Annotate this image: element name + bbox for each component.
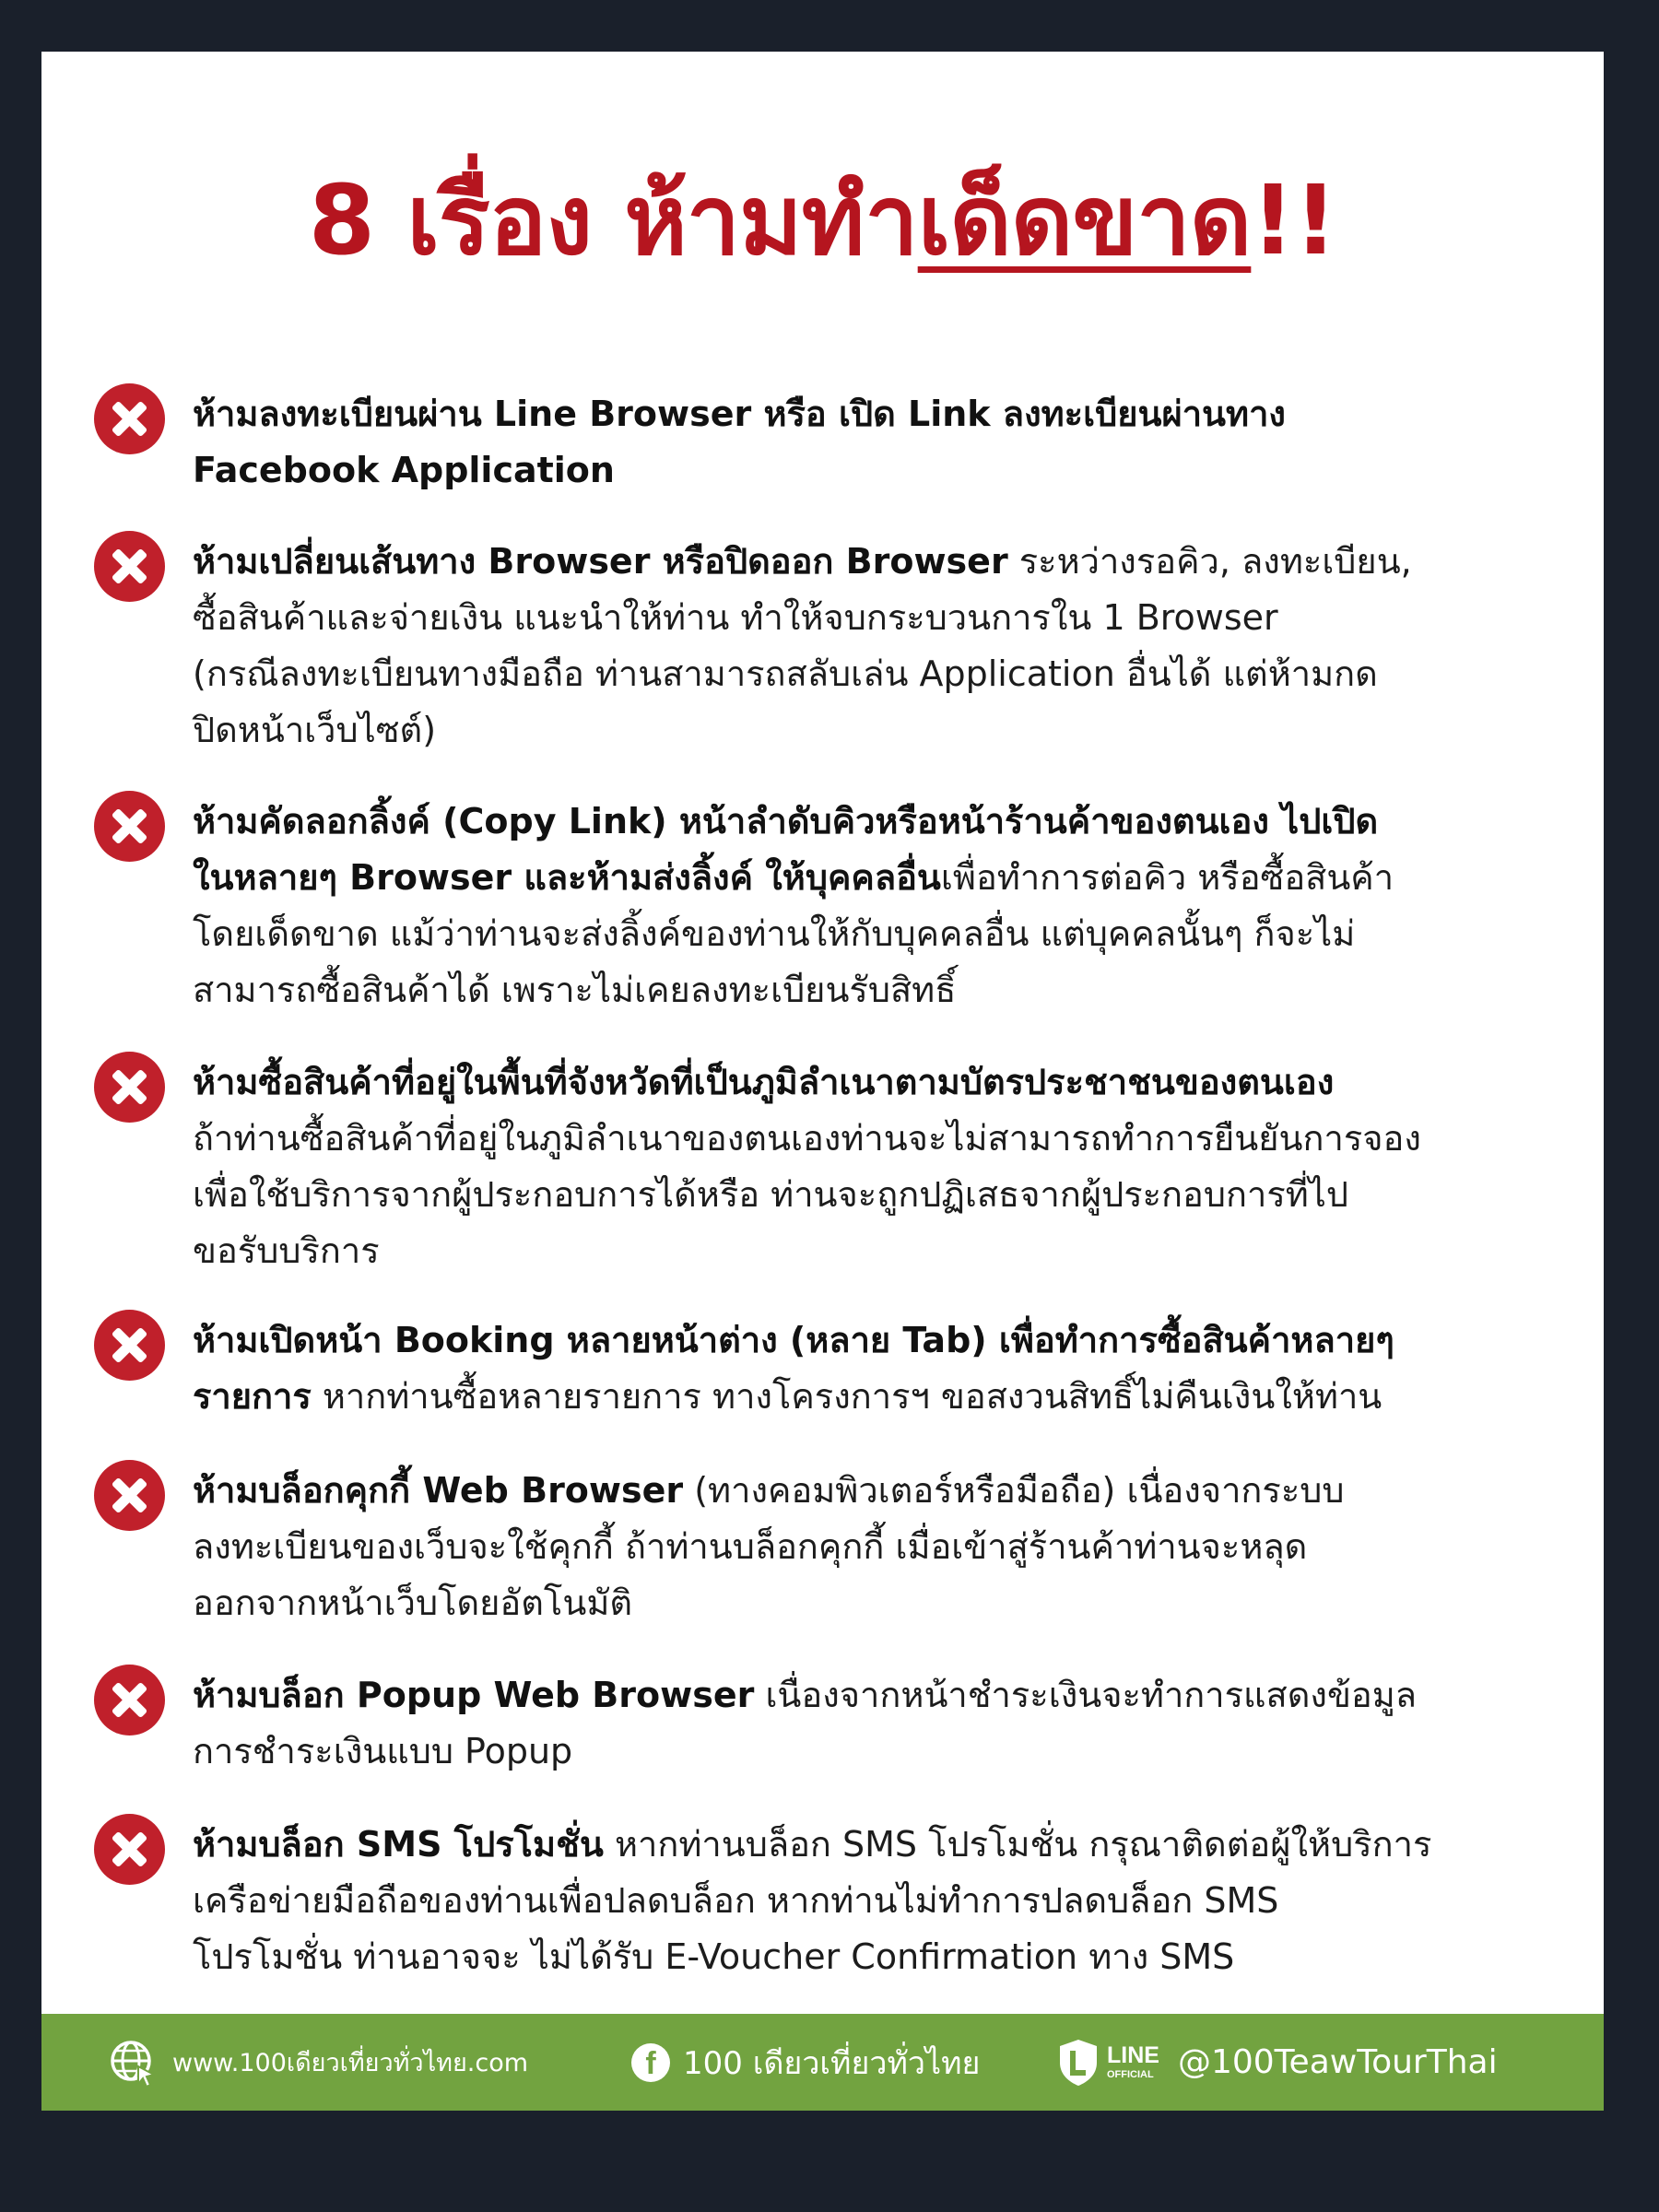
x-icon [94,1052,165,1123]
rule-line: ซื้อสินค้าและจ่ายเงิน แนะนำให้ท่าน ทำให้จบกระบวนการใน 1 Browser [193,597,1278,638]
rule-line: ห้ามลงทะเบียนผ่าน Line Browser หรือ เปิด Link ลงทะเบียนผ่านทาง [193,394,1286,434]
rule-line: โปรโมชั่น ท่านอาจจะ ไม่ได้รับ E-Voucher Confirmation ทาง SMS [193,1936,1235,1977]
facebook-icon: f [631,2043,670,2082]
rule-line: สามารถซื้อสินค้าได้ เพราะไม่เคยลงทะเบียนรับสิทธิ์ [193,970,957,1010]
rule-1 [193,386,1580,499]
x-icon [94,1460,165,1531]
footer-bar [41,2014,1604,2111]
rule-line: เพื่อใช้บริการจากผู้ประกอบการได้หรือ ท่านจะถูกปฏิเสธจากผู้ประกอบการที่ไป [193,1174,1349,1215]
rule-line: ออกจากหน้าเว็บโดยอัตโนมัติ [193,1583,633,1623]
rule-line: ห้ามคัดลอกลิ้งค์ (Copy Link) หน้าลำดับคิวหรือหน้าร้านค้าของตนเอง ไปเปิด [193,801,1379,841]
rule-5 [193,1312,1580,1425]
rule-line: ห้ามบล็อกคุกกี้ Web Browser (ทางคอมพิวเตอร์หรือมือถือ) เนื่องจากระบบ [193,1470,1345,1511]
rule-6 [193,1463,1580,1631]
rule-line: ห้ามบล็อก SMS โปรโมชั่น หากท่านบล็อก SMS โปรโมชั่น กรุณาติดต่อผู้ให้บริการ [193,1824,1432,1865]
rule-line: การชำระเงินแบบ Popup [193,1731,573,1771]
footer-line[interactable] [1057,2014,1498,2111]
rule-line: ลงทะเบียนของเว็บจะใช้คุกกี้ ถ้าท่านบล็อกคุกกี้ เมื่อเข้าสู่ร้านค้าท่านจะหลุด [193,1526,1308,1567]
rule-line: ปิดหน้าเว็บไซต์) [193,710,437,750]
rule-line: ถ้าท่านซื้อสินค้าที่อยู่ในภูมิลำเนาของตนเองท่านจะไม่สามารถทำการยืนยันการจอง [193,1118,1421,1159]
title-underlined-text: เด็ดขาด [917,164,1252,276]
rule-line: เครือข่ายมือถือของท่านเพื่อปลดบล็อก หากท่านไม่ทำการปลดบล็อก SMS [193,1880,1279,1921]
rule-line: ห้ามซื้อสินค้าที่อยู่ในพื้นที่จังหวัดที่เป็นภูมิลำเนาตามบัตรประชาชนของตนเอง [193,1062,1335,1102]
title-text: 8 เรื่อง ห้ามทำ [308,164,918,276]
line-id-label: @100TeawTourThai [1177,2043,1498,2081]
x-icon [94,1814,165,1885]
x-icon [94,791,165,862]
rule-line: ห้ามเปิดหน้า Booking หลายหน้าต่าง (หลาย Tab) เพื่อทำการซื้อสินค้าหลายๆ [193,1320,1394,1360]
notice-card [41,52,1604,2064]
line-badge-sub: OFFICIAL [1107,2069,1154,2080]
rule-line: ขอรับบริการ [193,1230,380,1271]
x-icon [94,1310,165,1381]
x-icon [94,531,165,602]
rule-2 [193,534,1580,759]
rule-line: โดยเด็ดขาด แม้ว่าท่านจะส่งลิ้งค์ของท่านให้กับบุคคลอื่น แต่บุคคลนั้นๆ ก็จะไม่ [193,913,1356,954]
page-title [41,151,1604,289]
footer-website[interactable] [108,2014,528,2111]
facebook-label: 100 เดียวเที่ยวทั่วไทย [683,2044,981,2082]
title-exclaim: !! [1251,164,1337,276]
rule-line: ในหลายๆ Browser และห้ามส่งลิ้งค์ ให้บุคคลอื่นเพื่อทำการต่อคิว หรือซื้อสินค้า [193,857,1394,898]
line-shield-icon [1057,2038,1100,2088]
x-icon [94,383,165,454]
footer-facebook[interactable] [631,2014,980,2111]
rule-8 [193,1817,1580,1985]
rule-line: ห้ามเปลี่ยนเส้นทาง Browser หรือปิดออก Browser ระหว่างรอคิว, ลงทะเบียน, [193,541,1412,582]
rule-line: Facebook Application [193,450,615,490]
website-label: www.100เดียวเที่ยวทั่วไทย.com [172,2049,529,2077]
rule-line: (กรณีลงทะเบียนทางมือถือ ท่านสามารถสลับเล่น Application อื่นได้ แต่ห้ามกด [193,653,1378,694]
rule-line: รายการ หากท่านซื้อหลายรายการ ทางโครงการฯ ขอสงวนสิทธิ์ไม่คืนเงินให้ท่าน [193,1376,1382,1417]
x-icon [94,1665,165,1735]
globe-cursor-icon [108,2038,158,2088]
line-official-badge [1107,2044,1159,2080]
rule-3 [193,794,1580,1018]
line-badge-text: LINE [1107,2042,1159,2068]
rule-7 [193,1667,1580,1780]
rule-4 [193,1054,1580,1279]
rule-line: ห้ามบล็อก Popup Web Browser เนื่องจากหน้าชำระเงินจะทำการแสดงข้อมูล [193,1675,1418,1715]
